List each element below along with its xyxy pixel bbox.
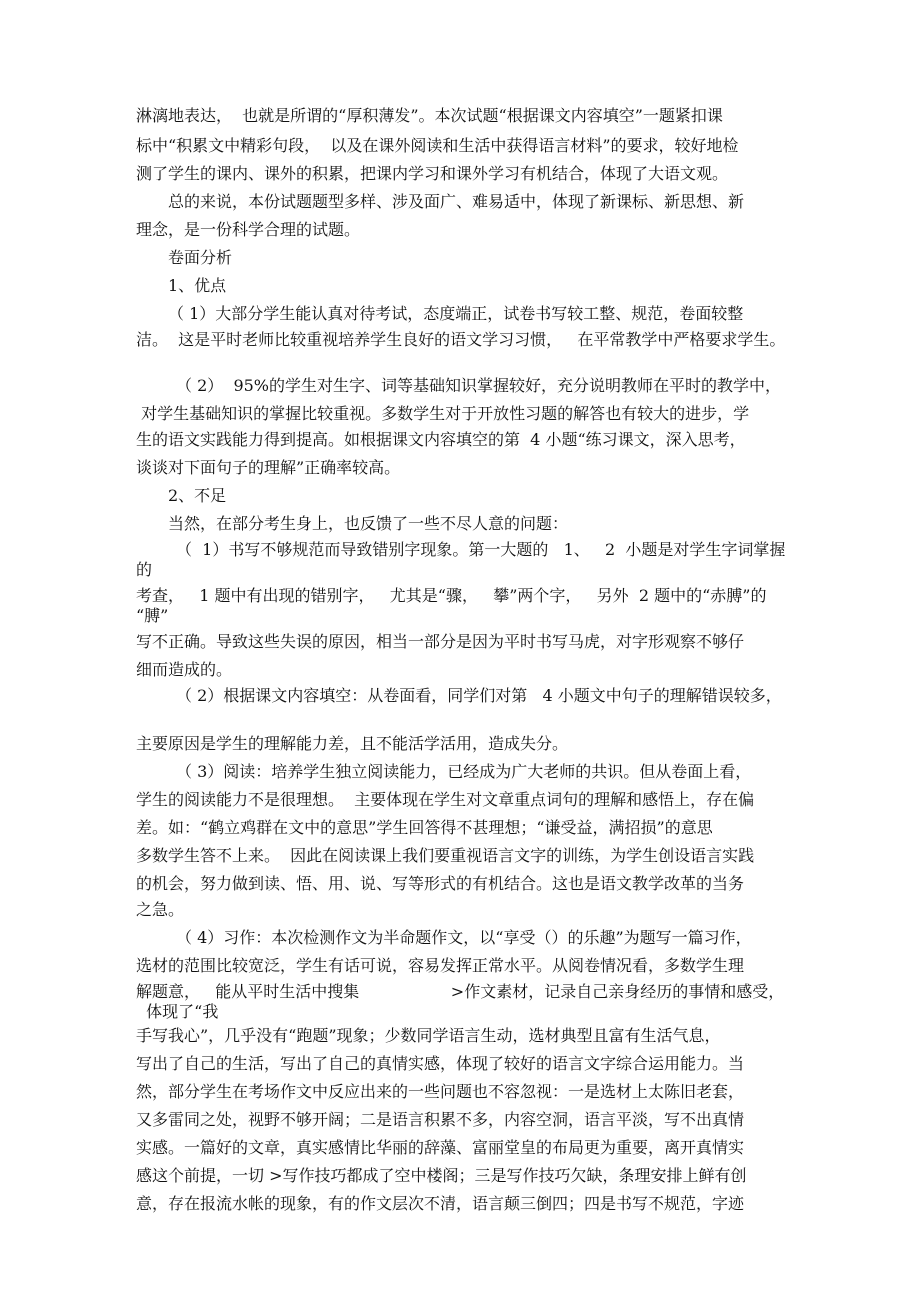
text-line: 细而造成的。 xyxy=(136,660,233,679)
text-line: 手写我心”，几乎没有“跑题”现象；少数同学语言生动，选材典型且富有生活气息， xyxy=(136,1026,721,1045)
text-line: 写不正确。导致这些失误的原因，相当一部分是因为平时书写马虎，对字形观察不够仔 xyxy=(136,632,745,651)
text-line: “膊” xyxy=(136,606,169,625)
subsection-heading: 2、不足 xyxy=(168,486,227,505)
text-line: （ 4）习作：本次检测作文为半命题作文，以“享受（）的乐趣”为题写一篇习作， xyxy=(176,928,752,947)
text-line: 学生的阅读能力不是很理想。 主要体现在学生对文章重点词句的理解和感悟上，存在偏 xyxy=(136,790,755,809)
text-line: （ 1）书写不够规范而导致错别字现象。第一大题的 1、 2 小题是对学生字词掌握 xyxy=(176,540,786,559)
text-line: 解题意， 能从平时生活中搜集 >作文素材，记录自己亲身经历的事情和感受， xyxy=(136,982,785,1001)
text-line: 实感。一篇好的文章，真实感情比华丽的辞藻、富丽堂皇的布局更为重要，离开真情实 xyxy=(136,1138,745,1157)
text-line: 选材的范围比较宽泛，学生有话可说，容易发挥正常水平。从阅卷情况看，多数学生理 xyxy=(136,956,745,975)
text-line: 写出了自己的生活，写出了自己的真情实感，体现了较好的语言文字综合运用能力。当 xyxy=(136,1054,745,1073)
text-line: 意，存在报流水帐的现象，有的作文层次不清，语言颠三倒四；四是书写不规范，字迹 xyxy=(136,1194,745,1213)
text-line: 洁。 这是平时老师比较重视培养学生良好的语文学习习惯， 在平常教学中严格要求学生。 xyxy=(136,330,786,349)
text-line: 谈谈对下面句子的理解”正确率较高。 xyxy=(136,458,401,477)
text-line: 之急。 xyxy=(136,900,185,919)
text-line: 主要原因是学生的理解能力差，且不能活学活用，造成失分。 xyxy=(136,734,569,753)
text-line: 生的语文实践能力得到提高。如根据课文内容填空的第 4 小题“练习课文，深入思考， xyxy=(136,430,746,449)
text-line: （ 1）大部分学生能认真对待考试，态度端正，试卷书写较工整、规范，卷面较整 xyxy=(168,304,744,323)
text-line: 对学生基础知识的掌握比较重视。多数学生对于开放性习题的解答也有较大的进步，学 xyxy=(136,404,750,423)
text-line: 总的来说，本份试题题型多样、涉及面广、难易适中，体现了新课标、新思想、新 xyxy=(168,192,745,211)
text-line: 的机会，努力做到读、悟、用、说、写等形式的有机结合。这也是语文教学改革的当务 xyxy=(136,874,745,893)
text-line: 然，部分学生在考场作文中反应出来的一些问题也不容忽视：一是选材上太陈旧老套， xyxy=(136,1082,745,1101)
text-line: 感这个前提，一切 >写作技巧都成了空中楼阁；三是写作技巧欠缺，条理安排上鲜有创 xyxy=(136,1166,747,1185)
text-line: （ 2）根据课文内容填空：从卷面看，同学们对第 4 小题文中句子的理解错误较多， xyxy=(176,686,782,705)
text-line: 测了学生的课内、课外的积累，把课内学习和课外学习有机结合，体现了大语文观。 xyxy=(136,164,729,183)
text-line: （ 2） 95%的学生对生字、词等基础知识掌握较好，充分说明教师在平时的教学中， xyxy=(176,376,782,395)
text-line: 又多雷同之处，视野不够开阔；二是语言积累不多，内容空洞，语言平淡，写不出真情 xyxy=(136,1110,745,1129)
text-line: 当然，在部分考生身上，也反馈了一些不尽人意的问题： xyxy=(168,514,569,533)
text-line: 差。如：“鹤立鸡群在文中的意思”学生回答得不甚理想；“谦受益，满招损”的意思 xyxy=(136,818,713,837)
text-line: 的 xyxy=(136,560,153,579)
text-line: 体现了“我 xyxy=(136,1002,219,1021)
text-line: 标中“积累文中精彩句段， 以及在课外阅读和生活中获得语言材料”的要求，较好地检 xyxy=(136,136,739,155)
text-line: 淋漓地表达， 也就是所谓的“厚积薄发”。本次试题“根据课文内容填空”一题紧扣课 xyxy=(136,106,723,125)
text-line: 多数学生答不上来。 因此在阅读课上我们要重视语言文字的训练，为学生创设语言实践 xyxy=(136,846,755,865)
text-line: （ 3）阅读：培养学生独立阅读能力，已经成为广大老师的共识。但从卷面上看， xyxy=(176,762,752,781)
subsection-heading: 1、优点 xyxy=(168,276,227,295)
section-heading: 卷面分析 xyxy=(168,248,233,267)
text-line: 理念，是一份科学合理的试题。 xyxy=(136,220,361,239)
text-line: 考查， 1 题中有出现的错别字， 尤其是“骤， 攀”两个字， 另外 2 题中的“赤膊”的 xyxy=(136,586,767,605)
